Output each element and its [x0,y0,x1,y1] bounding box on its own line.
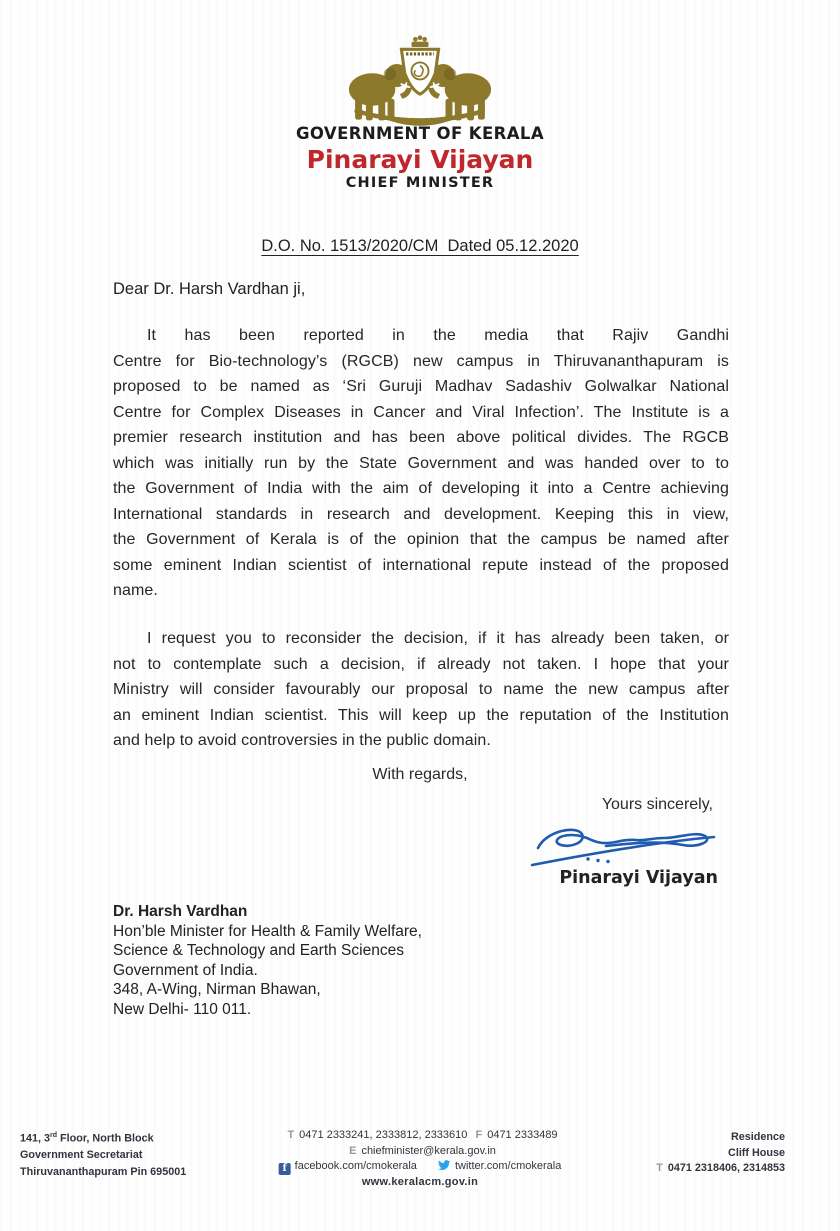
body-paragraph-1 [113,323,729,604]
do-number-date-line: D.O. No. 1513/2020/CM Dated 05.12.2020 [261,237,579,255]
text-line: Ministry will consider favourably our proposal to name the new campus after [113,681,729,698]
tel-label: T [656,1162,663,1174]
with-regards: With regards, [372,766,468,783]
office-address-line [20,1128,186,1147]
website-url: www.keralacm.gov.in [361,1176,479,1188]
footer-office-address [20,1128,186,1180]
facebook-icon: f [279,1163,291,1175]
text-line: proposed to be named as ‘Sri Guruji Madhav Sadashiv Golwalkar National [113,378,729,395]
salutation: Dear Dr. Harsh Vardhan ji, [113,280,306,298]
email-line [279,1144,562,1160]
text-line: 348, A-Wing, Nirman Bhawan, [113,981,321,998]
residence-phone-line [651,1161,785,1177]
email-address: chiefminister@kerala.gov.in [361,1144,496,1157]
fax-label: F [475,1129,483,1141]
text-line: and help to avoid controversies in the public domain. [113,732,491,749]
yours-sincerely: Yours sincerely, [601,796,713,813]
text-line: the Government of India with the aim of developing it into a Centre achieving [113,480,729,497]
facebook-handle: facebook.com/cmokerala [294,1160,417,1172]
body-paragraph-2 [113,626,729,754]
text-line: International standards in research and development. Keeping this in view, [113,505,729,523]
signature-scribble [526,818,722,872]
text-line: Science & Technology and Earth Sciences [113,942,404,959]
text-line: Centre for Bio-technology’s (RGCB) new campus in Thiruvananthapuram is [113,352,729,370]
text-line: Government of India. [113,961,258,979]
emblem-garland [357,111,484,120]
text-line: I request you to reconsider the decision, if it has already been taken, or [147,630,729,647]
text-line: It has been reported in the media that Rajiv Gandhi [147,327,729,344]
text-line: the Government of Kerala is of the opinion that the campus be named after [113,531,729,548]
footer-contact-block [279,1128,562,1191]
signatory-name: Pinarayi Vijayan [559,868,718,888]
tel-numbers: 0471 2333241, 2333812, 2333610 [299,1129,468,1141]
government-of-kerala-label: GOVERNMENT OF KERALA [295,124,545,143]
text-line: Centre for Complex Diseases in Cancer and Viral Infection’. The Institute is a [113,403,729,421]
text-line: Dr. Harsh Vardhan [113,903,248,920]
chief-minister-name: Pinarayi Vijayan [306,145,534,174]
text-line: New Delhi- 110 011. [113,1000,252,1018]
social-line [279,1159,562,1175]
footer-residence-block [651,1130,785,1177]
text-line: name. [113,582,158,599]
tel-label: T [287,1129,295,1141]
twitter-handle: twitter.com/cmokerala [454,1160,562,1172]
residence-line: Cliff House [728,1146,785,1159]
text-line: an eminent Indian scientist. This will keep up the reputation of the Institution [113,706,729,724]
address-text: 141, 3 [20,1132,51,1145]
text-line: premier research institution and has been above political divides. The RGCB [113,429,729,446]
phone-fax-line [279,1128,562,1144]
office-address-line: Thiruvananthapuram Pin 695001 [20,1165,187,1178]
text-line: which was initially run by the State Government and was handed over to to [113,454,729,472]
emblem-crest-icon [412,35,429,47]
addressee-block [113,902,422,1019]
ordinal-superscript: rd [50,1132,58,1139]
tel-numbers: 0471 2318406, 2314853 [667,1162,785,1174]
text-line: Hon’ble Minister for Health & Family Welfare, [113,922,422,940]
kerala-state-emblem [335,32,505,135]
office-address-line: Government Secretariat [20,1149,143,1162]
fax-number: 0471 2333489 [487,1129,558,1141]
email-label: E [349,1144,357,1157]
address-text: Floor, North Block [57,1132,154,1145]
chief-minister-title: CHIEF MINISTER [345,175,495,191]
text-line: not to contemplate such a decision, if already not taken. I hope that your [113,655,729,673]
residence-line: Residence [730,1131,785,1143]
text-line: some eminent Indian scientist of international repute instead of the proposed [113,556,729,574]
twitter-icon [438,1160,451,1171]
